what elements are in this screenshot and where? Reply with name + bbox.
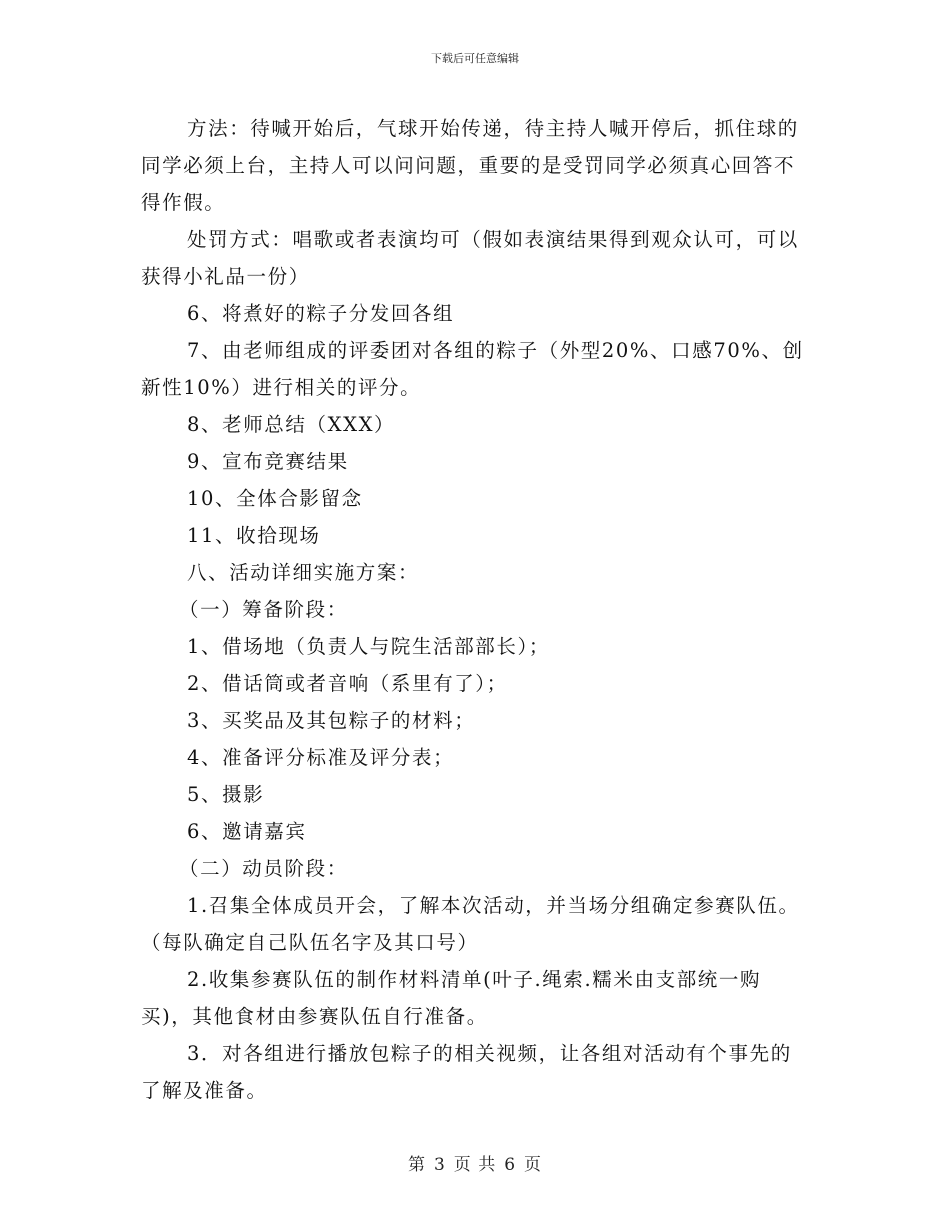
paragraph: （每队确定自己队伍名字及其口号） (141, 931, 479, 954)
header-text: 下载后可任意编辑 (431, 52, 519, 65)
footer-suffix: 页 (524, 1155, 543, 1175)
paragraph: 1、借场地（负责人与院生活部部长）； (187, 635, 550, 658)
section-heading: 八、活动详细实施方案： (187, 561, 420, 584)
paragraph: 3、买奖品及其包粽子的材料； (187, 709, 476, 732)
paragraph: 方法：待喊开始后，气球开始传递，待主持人喊开停后，抓住球的同学必须上台，主持人可以问问题，重要的是受罚同学必须真心回答不得作假。 (141, 117, 799, 214)
paragraph: 1.召集全体成员开会，了解本次活动，并当场分组确定参赛队伍。 (187, 894, 800, 917)
paragraph: 5、摄影 (187, 783, 265, 806)
paragraph: 4、准备评分标准及评分表； (187, 746, 455, 769)
footer-page-number: 3 (433, 1155, 446, 1175)
paragraph: 11、收拾现场 (187, 524, 321, 547)
paragraph: 9、宣布竞赛结果 (187, 450, 349, 473)
footer-middle: 页 共 (453, 1155, 497, 1175)
paragraph: 6、邀请嘉宾 (187, 820, 307, 843)
paragraph: 6、将煮好的粽子分发回各组 (187, 302, 455, 325)
paragraph: 8、老师总结（XXX） (187, 413, 396, 436)
paragraph: 3．对各组进行播放包粽子的相关视频，让各组对活动有个事先的了解及准备。 (141, 1042, 792, 1102)
page-footer (0, 1154, 950, 1176)
document-body (141, 110, 806, 1109)
paragraph: 2、借话筒或者音响（系里有了）； (187, 672, 508, 695)
paragraph: 处罚方式：唱歌或者表演均可（假如表演结果得到观众认可，可以获得小礼品一份） (141, 228, 799, 288)
footer-total-pages: 6 (504, 1155, 517, 1175)
page-header (0, 51, 950, 67)
footer-prefix: 第 (407, 1155, 426, 1175)
subsection-heading: （二）动员阶段： (179, 857, 348, 880)
paragraph: 7、由老师组成的评委团对各组的粽子（外型20%、口感70%、创新性10%）进行相关的评分。 (141, 339, 804, 399)
paragraph: 10、全体合影留念 (187, 487, 363, 510)
paragraph: 2.收集参赛队伍的制作材料清单(叶子.绳索.糯米由支部统一购买)，其他食材由参赛队伍自行准备。 (141, 968, 762, 1028)
subsection-heading: （一）筹备阶段： (179, 598, 348, 621)
